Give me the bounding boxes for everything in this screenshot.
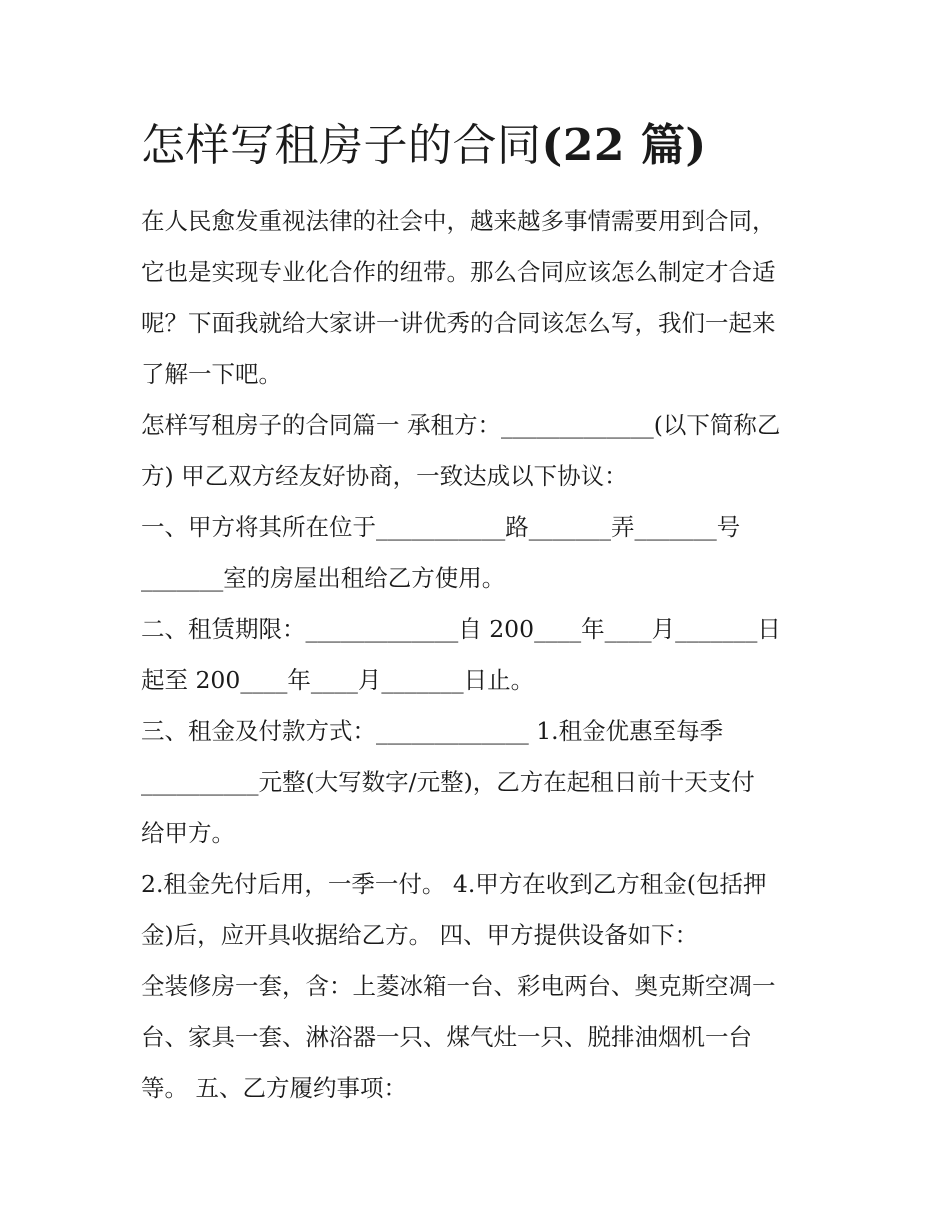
paragraph-line: 台、家具一套、淋浴器一只、煤气灶一只、脱排油烟机一台 [141, 1023, 752, 1051]
paragraph-line: 起至 200____年____月_______日止。 [141, 666, 535, 694]
document-title-text: 怎样写租房子的合同 [141, 120, 542, 171]
paragraph-line: 等。 五、乙方履约事项： [141, 1074, 407, 1102]
paragraph-line: _______室的房屋出租给乙方使用。 [141, 564, 506, 592]
intro-paragraph [141, 196, 813, 400]
paragraph-line: 怎样写租房子的合同篇一 承租方：_____________(以下简称乙 [141, 411, 781, 439]
paragraph-line: 呢？下面我就给大家讲一讲优秀的合同该怎么写，我们一起来 [141, 309, 776, 337]
paragraph-line: 在人民愈发重视法律的社会中，越来越多事情需要用到合同， [141, 207, 776, 235]
paragraph-line: 全装修房一套，含：上菱冰箱一台、彩电两台、奥克斯空凋一 [141, 972, 776, 1000]
paragraph-line: 三、租金及付款方式：_____________ 1.租金优惠至每季 [141, 717, 724, 745]
paragraph-line: 给甲方。 [141, 819, 235, 847]
document-title [141, 118, 841, 174]
paragraph-line: 一、甲方将其所在位于___________路_______弄_______号 [141, 513, 741, 541]
clause-three-paragraph [141, 706, 813, 859]
paragraph-line: 金)后，应开具收据给乙方。 四、甲方提供设备如下： [141, 921, 699, 949]
paragraph-line: 了解一下吧。 [141, 360, 282, 388]
equipment-paragraph [141, 961, 813, 1114]
paragraph-line: __________元整(大写数字/元整)，乙方在起租日前十天支付 [141, 768, 755, 796]
paragraph-line: 2.租金先付后用，一季一付。 4.甲方在收到乙方租金(包括押 [141, 870, 767, 898]
clause-one-paragraph [141, 502, 813, 604]
paragraph-line: 方) 甲乙双方经友好协商，一致达成以下协议： [141, 462, 628, 490]
paragraph-line: 它也是实现专业化合作的纽带。那么合同应该怎么制定才合适 [141, 258, 776, 286]
clause-two-paragraph [141, 604, 813, 706]
document-body [141, 196, 813, 1114]
document-title-count: (22 篇) [541, 120, 707, 171]
paragraph-line: 二、租赁期限：_____________自 200____年____月_______日 [141, 615, 781, 643]
contract-heading-paragraph [141, 400, 813, 502]
payment-terms-paragraph [141, 859, 813, 961]
